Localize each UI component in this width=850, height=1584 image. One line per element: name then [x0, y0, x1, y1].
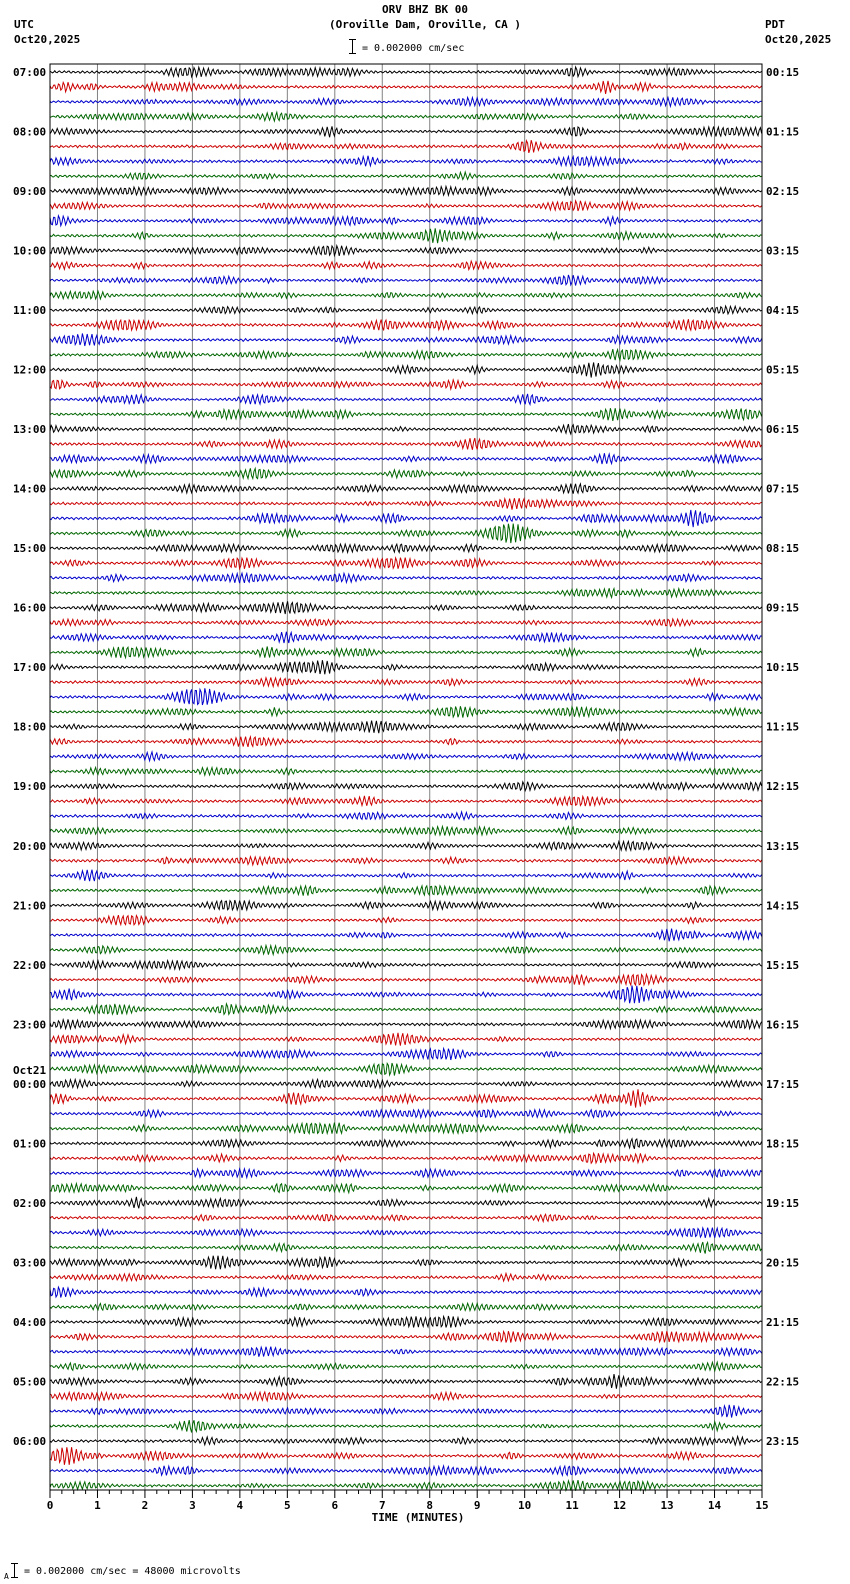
- x-axis: [47, 1490, 769, 1524]
- footer-prefix: A: [4, 1572, 9, 1581]
- trace-line-14: [50, 275, 762, 286]
- trace-line-35: [50, 588, 762, 597]
- trace-line-18: [50, 333, 762, 345]
- trace-line-54: [50, 870, 762, 881]
- trace-line-60: [50, 960, 762, 969]
- trace-line-72: [50, 1139, 762, 1149]
- trace-line-37: [50, 619, 762, 626]
- trace-line-94: [50, 1466, 762, 1476]
- trace-line-40: [50, 660, 762, 674]
- trace-line-41: [50, 678, 762, 687]
- right-hour-label-21: 21:15: [766, 1315, 800, 1329]
- footer-scale-cap-bottom: [11, 1577, 18, 1578]
- x-tick-label-15: 15: [755, 1499, 769, 1512]
- x-tick-label-7: 7: [378, 1499, 386, 1512]
- trace-line-3: [50, 112, 762, 121]
- left-hour-label-3: 10:00: [13, 244, 47, 258]
- trace-line-36: [50, 601, 762, 614]
- trace-line-15: [50, 291, 762, 299]
- left-hour-label-18: 01:00: [13, 1137, 47, 1151]
- left-hour-label-23: 06:00: [13, 1434, 47, 1448]
- trace-line-92: [50, 1436, 762, 1445]
- right-hour-label-14: 14:15: [766, 899, 800, 913]
- trace-line-27: [50, 468, 762, 478]
- trace-line-52: [50, 841, 762, 850]
- right-hour-label-12: 12:15: [766, 780, 800, 794]
- right-hour-label-17: 17:15: [766, 1077, 800, 1091]
- trace-line-31: [50, 524, 762, 544]
- left-hour-label-17: 00:00: [13, 1077, 47, 1091]
- x-tick-label-11: 11: [565, 1499, 579, 1512]
- right-hour-label-13: 13:15: [766, 839, 800, 853]
- right-hour-label-4: 04:15: [766, 304, 800, 318]
- x-tick-label-6: 6: [331, 1499, 339, 1512]
- trace-line-74: [50, 1169, 762, 1178]
- right-hour-label-16: 16:15: [766, 1018, 800, 1032]
- x-tick-label-13: 13: [660, 1499, 674, 1512]
- right-hour-label-23: 23:15: [766, 1434, 800, 1448]
- trace-line-12: [50, 246, 762, 256]
- trace-line-34: [50, 573, 762, 583]
- right-date: Oct20,2025: [765, 33, 832, 46]
- trace-line-80: [50, 1256, 762, 1269]
- trace-line-44: [50, 721, 762, 734]
- trace-line-16: [50, 306, 762, 314]
- trace-line-68: [50, 1079, 762, 1087]
- left-hour-label-14: 21:00: [13, 899, 47, 913]
- x-tick-label-8: 8: [426, 1499, 434, 1512]
- trace-line-86: [50, 1347, 762, 1357]
- trace-line-25: [50, 438, 762, 450]
- right-hour-label-2: 02:15: [766, 185, 800, 199]
- trace-line-6: [50, 156, 762, 166]
- trace-line-4: [50, 126, 762, 137]
- left-hour-label-7: 14:00: [13, 482, 47, 496]
- trace-line-69: [50, 1089, 762, 1107]
- trace-line-65: [50, 1033, 762, 1046]
- x-tick-label-5: 5: [284, 1499, 291, 1512]
- trace-line-33: [50, 558, 762, 569]
- trace-line-73: [50, 1153, 762, 1163]
- x-tick-label-4: 4: [236, 1499, 244, 1512]
- right-hour-label-8: 08:15: [766, 542, 800, 556]
- left-date: Oct20,2025: [14, 33, 81, 46]
- right-hour-label-20: 20:15: [766, 1256, 800, 1270]
- right-hour-label-11: 11:15: [766, 720, 800, 734]
- trace-line-29: [50, 498, 762, 509]
- trace-line-62: [50, 986, 762, 1004]
- trace-line-24: [50, 424, 762, 434]
- left-hour-label-10: 17:00: [13, 661, 47, 675]
- trace-line-82: [50, 1287, 762, 1297]
- trace-line-1: [50, 81, 762, 94]
- x-axis-label: TIME (MINUTES): [371, 1511, 465, 1524]
- trace-line-28: [50, 484, 762, 494]
- left-hour-label-2: 09:00: [13, 185, 47, 199]
- trace-line-90: [50, 1405, 762, 1418]
- trace-line-75: [50, 1184, 762, 1193]
- trace-line-63: [50, 1004, 762, 1015]
- right-hour-label-3: 03:15: [766, 244, 800, 258]
- right-hour-label-9: 09:15: [766, 601, 800, 615]
- left-hour-label-20: 03:00: [13, 1256, 47, 1270]
- trace-line-46: [50, 752, 762, 761]
- left-hour-label-13: 20:00: [13, 839, 47, 853]
- trace-line-26: [50, 453, 762, 464]
- trace-line-81: [50, 1273, 762, 1281]
- trace-line-91: [50, 1420, 762, 1432]
- left-hour-label-8: 15:00: [13, 542, 47, 556]
- trace-line-76: [50, 1197, 762, 1208]
- x-tick-label-1: 1: [94, 1499, 101, 1512]
- trace-line-84: [50, 1316, 762, 1328]
- trace-line-59: [50, 945, 762, 954]
- right-hour-label-10: 10:15: [766, 661, 800, 675]
- left-hour-label-5: 12:00: [13, 363, 47, 377]
- trace-line-23: [50, 408, 762, 421]
- right-hour-label-6: 06:15: [766, 423, 800, 437]
- trace-line-67: [50, 1063, 762, 1075]
- trace-line-87: [50, 1362, 762, 1371]
- x-tick-label-2: 2: [141, 1499, 149, 1512]
- trace-line-47: [50, 767, 762, 775]
- left-hour-label-0: 07:00: [13, 66, 47, 79]
- station-title: ORV BHZ BK 00: [381, 3, 469, 16]
- trace-line-20: [50, 363, 762, 378]
- trace-line-43: [50, 706, 762, 717]
- trace-line-49: [50, 796, 762, 806]
- trace-line-45: [50, 737, 762, 747]
- trace-line-85: [50, 1331, 762, 1342]
- left-hour-label-12: 19:00: [13, 780, 47, 794]
- trace-line-7: [50, 172, 762, 179]
- trace-line-39: [50, 646, 762, 657]
- right-hour-label-1: 01:15: [766, 125, 800, 139]
- trace-line-42: [50, 688, 762, 705]
- left-hour-label-4: 11:00: [13, 304, 47, 318]
- x-tick-label-9: 9: [473, 1499, 481, 1512]
- trace-line-13: [50, 261, 762, 269]
- left-hour-label-11: 18:00: [13, 720, 47, 734]
- right-hour-label-18: 18:15: [766, 1137, 800, 1151]
- right-hour-label-22: 22:15: [766, 1375, 800, 1389]
- footer-scale-bar-icon: [14, 1563, 15, 1578]
- left-hour-label-19: 02:00: [13, 1196, 47, 1210]
- trace-line-66: [50, 1049, 762, 1060]
- trace-line-10: [50, 216, 762, 226]
- right-hour-label-19: 19:15: [766, 1196, 800, 1210]
- trace-line-95: [50, 1480, 762, 1491]
- trace-line-71: [50, 1123, 762, 1134]
- trace-line-19: [50, 349, 762, 360]
- trace-line-58: [50, 929, 762, 942]
- trace-line-61: [50, 974, 762, 985]
- x-tick-label-14: 14: [707, 1499, 722, 1512]
- trace-line-50: [50, 812, 762, 820]
- right-hour-label-15: 15:15: [766, 958, 800, 972]
- trace-lines: [50, 67, 762, 1491]
- left-timezone: UTC: [14, 18, 34, 31]
- left-hour-label-16: 23:00: [13, 1018, 47, 1032]
- right-hour-label-5: 05:15: [766, 363, 800, 377]
- trace-line-32: [50, 544, 762, 552]
- scale-label: = 0.002000 cm/sec: [362, 43, 465, 54]
- trace-line-0: [50, 67, 762, 77]
- trace-line-2: [50, 97, 762, 106]
- x-tick-label-3: 3: [189, 1499, 196, 1512]
- trace-line-93: [50, 1447, 762, 1465]
- footer-scale-label: = 0.002000 cm/sec = 48000 microvolts: [24, 1566, 241, 1577]
- trace-line-11: [50, 228, 762, 243]
- right-hour-label-0: 00:15: [766, 66, 800, 79]
- trace-line-8: [50, 186, 762, 195]
- x-tick-label-12: 12: [612, 1499, 627, 1512]
- trace-line-53: [50, 857, 762, 865]
- right-hour-label-7: 07:15: [766, 482, 800, 496]
- trace-line-5: [50, 140, 762, 153]
- trace-line-70: [50, 1110, 762, 1118]
- trace-line-17: [50, 319, 762, 330]
- trace-line-30: [50, 510, 762, 527]
- trace-line-89: [50, 1392, 762, 1401]
- right-timezone: PDT: [765, 18, 785, 31]
- trace-line-78: [50, 1228, 762, 1238]
- trace-line-55: [50, 886, 762, 896]
- trace-line-21: [50, 380, 762, 389]
- trace-line-48: [50, 782, 762, 791]
- trace-line-51: [50, 826, 762, 835]
- left-hour-label-1: 08:00: [13, 125, 47, 139]
- left-hour-label-22: 05:00: [13, 1375, 47, 1389]
- trace-line-9: [50, 201, 762, 211]
- trace-line-38: [50, 632, 762, 643]
- footer-scale-cap-top: [11, 1563, 18, 1564]
- x-tick-label-10: 10: [518, 1499, 532, 1512]
- left-hour-label-15: 22:00: [13, 958, 47, 972]
- left-hour-label-6: 13:00: [13, 423, 47, 437]
- trace-line-79: [50, 1242, 762, 1254]
- date-change-label: Oct21: [13, 1063, 47, 1077]
- trace-line-83: [50, 1303, 762, 1310]
- trace-line-64: [50, 1019, 762, 1028]
- trace-line-88: [50, 1374, 762, 1389]
- trace-line-56: [50, 900, 762, 910]
- station-location: (Oroville Dam, Oroville, CA ): [328, 18, 522, 31]
- trace-line-22: [50, 394, 762, 405]
- left-hour-label-21: 04:00: [13, 1315, 47, 1329]
- trace-line-77: [50, 1214, 762, 1221]
- trace-line-57: [50, 915, 762, 925]
- x-tick-label-0: 0: [46, 1499, 54, 1512]
- left-hour-label-9: 16:00: [13, 601, 47, 615]
